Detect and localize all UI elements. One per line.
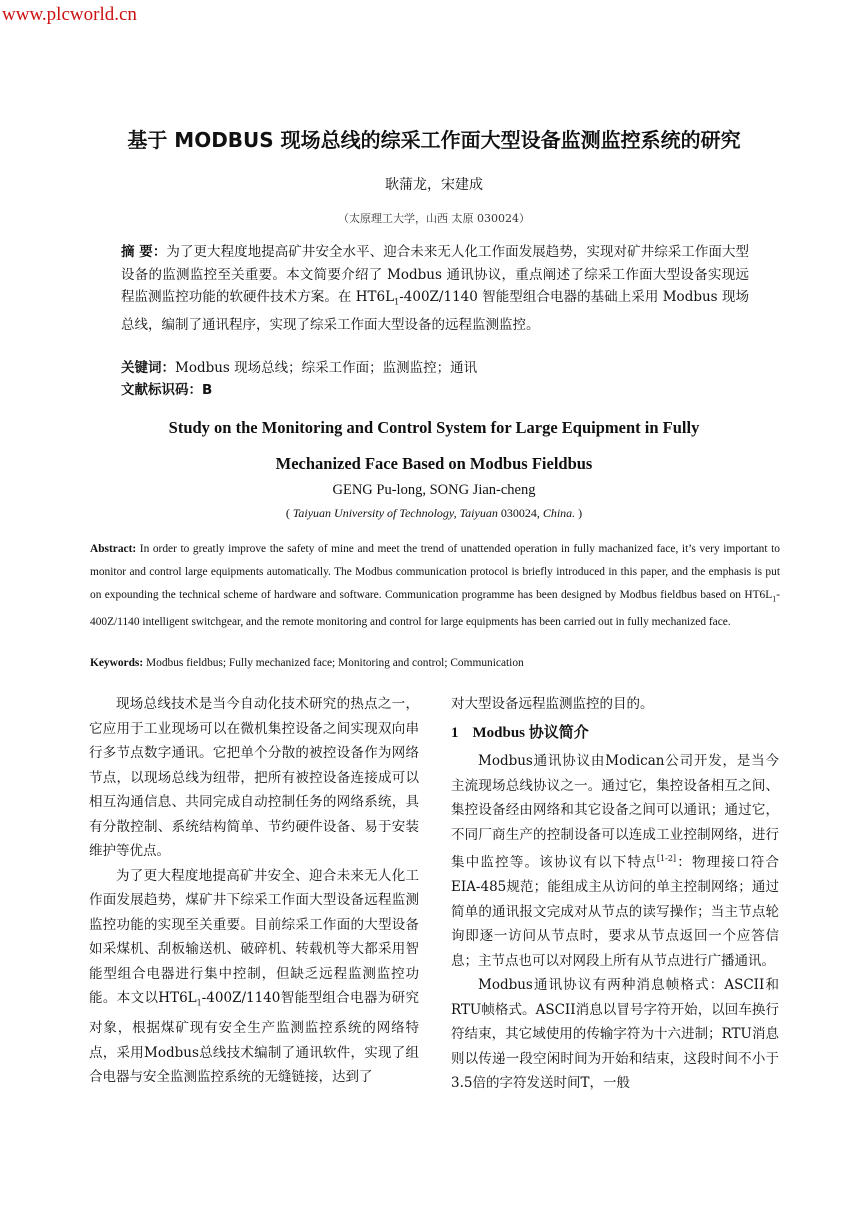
body-text: ：物理接口符合EIA-485规范；能组成主从访问的单主控制网络；通过简单的通讯报文完成对从节点的读写操作；当主节点轮询即逐一访问从节点时，要求从节点返回一个应答信息；主节点也可以对网段上所有从节点进行广播通讯。 bbox=[451, 854, 780, 969]
body-paragraph bbox=[451, 749, 779, 973]
keywords-cn bbox=[121, 357, 749, 379]
paper-title-cn: 基于 MODBUS 现场总线的综采工作面大型设备监测监控系统的研究 bbox=[127, 128, 741, 152]
affil-en-univ: Taiyuan University of Technology, Taiyuan bbox=[292, 506, 498, 520]
affiliation-en bbox=[0, 506, 868, 521]
keywords-en-text: Modbus fieldbus; Fully mechanized face; Monitoring and control; Communication bbox=[143, 657, 524, 669]
paper-title-en-line1: Study on the Monitoring and Control System for Large Equipment in Fully bbox=[168, 418, 700, 437]
abstract-cn-text-2: -400Z/1140 智能型组合电器的基础上采用 Modbus 现场总线，编制了通讯程序，实现了综采工作面大型设备的远程监测监控。 bbox=[121, 289, 749, 334]
watermark: www.plcworld.cn bbox=[2, 4, 137, 25]
section-title: Modbus 协议简介 bbox=[472, 724, 589, 741]
body-paragraph: Modbus通讯协议有两种消息帧格式：ASCII和RTU帧格式。ASCII消息以冒号字符开始，以回车换行符结束，其它域使用的传输字符为十六进制；RTU消息则以传递一段空闲时间为开始和结束，这段时间不小于3.5倍的字符发送时间T，一般 bbox=[451, 977, 779, 1091]
affil-en-open: ( bbox=[285, 506, 293, 520]
keywords-cn-block bbox=[121, 357, 749, 401]
abstract-cn-label: 摘 要： bbox=[121, 244, 167, 260]
keywords-en-label: Keywords: bbox=[90, 657, 144, 669]
body-paragraph: 现场总线技术是当今自动化技术研究的热点之一，它应用于工业现场可以在微机集控设备之间实现双向串行多节点数字通讯。它把单个分散的被控设备作为网络节点，以现场总线为纽带，把所有被控设备连接成可以相互沟通信息、共同完成自动控制任务的网络系统，具有分散控制、系统结构简单、节约硬件设备、易于安装维护等优点。 bbox=[89, 696, 419, 859]
body-text: -400Z/1140智能型组合电器为研究对象，根据煤矿现有安全生产监测监控系统的网络特点，采用Modbus总线技术编制了通讯软件，实现了组合电器与安全监测监控系统的无缝链接，达到了 bbox=[89, 990, 419, 1086]
body-paragraph bbox=[89, 864, 419, 1090]
body-paragraph: 对大型设备远程监测监控的目的。 bbox=[451, 696, 654, 712]
citation: [1-2] bbox=[656, 854, 677, 863]
body-subscript: 1 bbox=[196, 998, 202, 1008]
body-text: 为了更大程度地提高矿井安全、迎合未来无人化工作面发展趋势，煤矿井下综采工作面大型设备远程监测监控功能的实现至关重要。目前综采工作面的大型设备如采煤机、刮板输送机、破碎机、转载机等大都采用智能型组合电器进行集中控制，但缺乏远程监测监控功能。本文以HT6L bbox=[89, 867, 419, 1006]
doc-code-value: B bbox=[202, 382, 213, 398]
keywords-cn-label: 关键词： bbox=[121, 360, 175, 376]
abstract-en-text-2: -400Z/1140 intelligent switchgear, and the remote monitoring and control for large equipments has been carried out in fully mechanized face. bbox=[90, 589, 780, 628]
affil-en-country: China. bbox=[542, 506, 576, 520]
keywords-cn-text: Modbus 现场总线；综采工作面；监测监控；通讯 bbox=[175, 360, 478, 376]
section-heading bbox=[451, 721, 779, 746]
body-right-column bbox=[451, 692, 779, 1096]
doc-code-label: 文献标识码： bbox=[121, 382, 202, 398]
authors-cn: 耿蒲龙，宋建成 bbox=[385, 177, 483, 193]
affil-en-close: ) bbox=[575, 506, 583, 520]
abstract-en-subscript: 1 bbox=[772, 594, 777, 604]
abstract-cn-text-1: 为了更大程度地提高矿井安全水平、迎合未来无人化工作面发展趋势，实现对矿井综采工作面大型设备的监测监控至关重要。本文简要介绍了 Modbus 通讯协议，重点阐述了综采工作面大型设备实现远程监测监控功能的软硬件技术方案。在 HT6L bbox=[121, 244, 750, 305]
body-left-column bbox=[89, 692, 419, 1090]
paper-title-en bbox=[0, 410, 868, 482]
paper-title-en-line2: Mechanized Face Based on Modbus Fieldbus bbox=[275, 454, 593, 473]
authors-en: GENG Pu-long, SONG Jian-cheng bbox=[332, 482, 536, 498]
abstract-en bbox=[90, 538, 780, 634]
abstract-cn bbox=[121, 241, 749, 337]
abstract-en-label: Abstract: bbox=[90, 543, 137, 555]
affiliation-cn: （太原理工大学，山西 太原 030024） bbox=[338, 212, 530, 225]
abstract-cn-subscript: 1 bbox=[394, 297, 400, 307]
doc-code bbox=[121, 379, 749, 401]
keywords-en bbox=[90, 653, 780, 673]
abstract-en-text-1: In order to greatly improve the safety of mine and meet the trend of unattended operation in fully machanized face, it’s very important to monitor and control large equipments automatically. The Modbus communication protocol is briefly introduced in this paper, and the emphasis is put on expounding the technical scheme of hardware and software. Communication programme has been designed by Modbus fieldbus based on HT6L bbox=[90, 543, 780, 602]
section-number: 1 bbox=[451, 724, 459, 741]
body-text: Modbus通讯协议由Modican公司开发，是当今主流现场总线协议之一。通过它，集控设备相互之间、集控设备经由网络和其它设备之间可以通讯；通过它，不同厂商生产的控制设备可以连成工业控制网络，进行集中监控等。该协议有以下特点 bbox=[451, 753, 779, 871]
affil-en-code: 030024, bbox=[497, 506, 543, 520]
